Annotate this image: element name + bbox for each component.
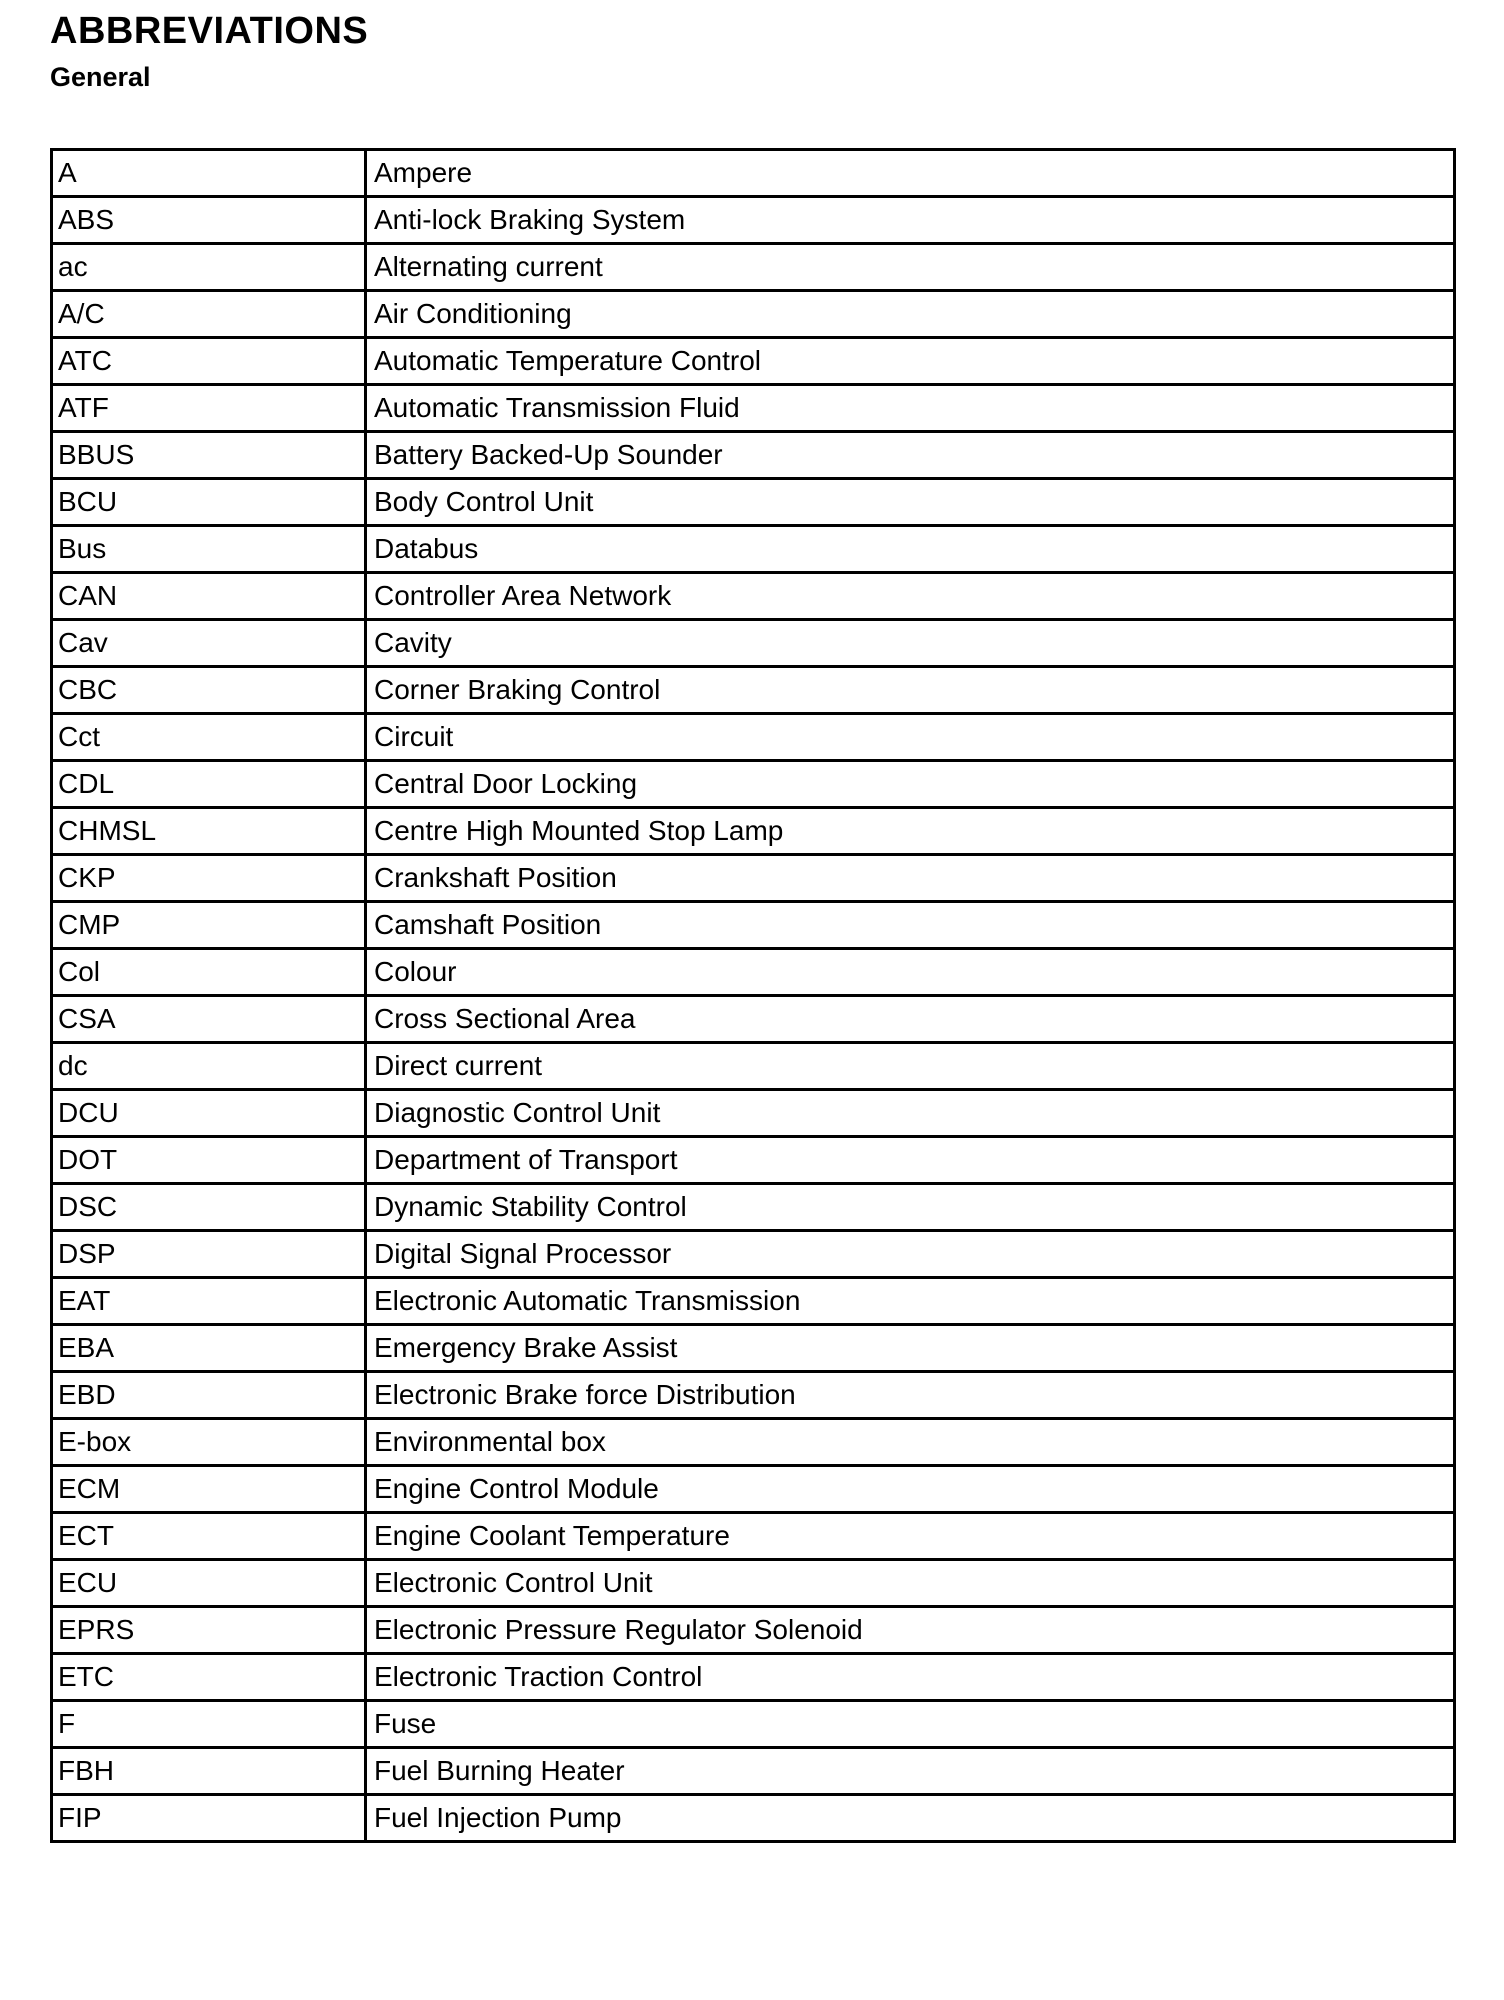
abbreviation-cell: EBD (52, 1372, 366, 1419)
meaning-cell: Cavity (366, 620, 1455, 667)
abbreviation-cell: CMP (52, 902, 366, 949)
abbreviation-cell: ATC (52, 338, 366, 385)
table-row (52, 996, 1455, 1043)
abbreviation-cell: Bus (52, 526, 366, 573)
table-row (52, 1466, 1455, 1513)
meaning-cell: Department of Transport (366, 1137, 1455, 1184)
table-row (52, 338, 1455, 385)
abbreviation-cell: FIP (52, 1795, 366, 1842)
meaning-cell: Central Door Locking (366, 761, 1455, 808)
abbreviation-cell: Cav (52, 620, 366, 667)
table-row (52, 573, 1455, 620)
abbreviation-cell: DCU (52, 1090, 366, 1137)
abbreviation-cell: DSP (52, 1231, 366, 1278)
meaning-cell: Camshaft Position (366, 902, 1455, 949)
meaning-cell: Electronic Control Unit (366, 1560, 1455, 1607)
abbreviation-cell: EAT (52, 1278, 366, 1325)
table-row (52, 150, 1455, 197)
table-row (52, 1748, 1455, 1795)
meaning-cell: Fuel Burning Heater (366, 1748, 1455, 1795)
table-row (52, 1184, 1455, 1231)
abbreviation-cell: DOT (52, 1137, 366, 1184)
meaning-cell: Electronic Brake force Distribution (366, 1372, 1455, 1419)
table-row (52, 714, 1455, 761)
meaning-cell: Dynamic Stability Control (366, 1184, 1455, 1231)
meaning-cell: Controller Area Network (366, 573, 1455, 620)
meaning-cell: Electronic Automatic Transmission (366, 1278, 1455, 1325)
table-row (52, 1560, 1455, 1607)
table-row (52, 197, 1455, 244)
meaning-cell: Electronic Traction Control (366, 1654, 1455, 1701)
abbreviation-cell: A (52, 150, 366, 197)
table-row (52, 1372, 1455, 1419)
meaning-cell: Diagnostic Control Unit (366, 1090, 1455, 1137)
table-row (52, 1137, 1455, 1184)
abbreviation-cell: Cct (52, 714, 366, 761)
table-row (52, 1513, 1455, 1560)
abbreviation-cell: EPRS (52, 1607, 366, 1654)
table-row (52, 526, 1455, 573)
table-row (52, 479, 1455, 526)
table-row (52, 1607, 1455, 1654)
abbreviation-cell: dc (52, 1043, 366, 1090)
table-row (52, 432, 1455, 479)
abbreviation-cell: F (52, 1701, 366, 1748)
abbreviation-cell: Col (52, 949, 366, 996)
table-row (52, 949, 1455, 996)
abbreviation-cell: DSC (52, 1184, 366, 1231)
table-row (52, 1654, 1455, 1701)
abbreviation-cell: A/C (52, 291, 366, 338)
abbreviation-cell: CBC (52, 667, 366, 714)
table-row (52, 1701, 1455, 1748)
table-row (52, 855, 1455, 902)
meaning-cell: Cross Sectional Area (366, 996, 1455, 1043)
abbreviation-cell: CAN (52, 573, 366, 620)
meaning-cell: Direct current (366, 1043, 1455, 1090)
table-row (52, 1795, 1455, 1842)
abbreviation-cell: ATF (52, 385, 366, 432)
abbreviation-cell: CDL (52, 761, 366, 808)
meaning-cell: Engine Coolant Temperature (366, 1513, 1455, 1560)
meaning-cell: Alternating current (366, 244, 1455, 291)
meaning-cell: Fuse (366, 1701, 1455, 1748)
table-row (52, 1278, 1455, 1325)
meaning-cell: Fuel Injection Pump (366, 1795, 1455, 1842)
abbreviation-cell: BCU (52, 479, 366, 526)
meaning-cell: Colour (366, 949, 1455, 996)
abbreviation-cell: ECM (52, 1466, 366, 1513)
table-row (52, 291, 1455, 338)
meaning-cell: Emergency Brake Assist (366, 1325, 1455, 1372)
abbreviation-cell: E-box (52, 1419, 366, 1466)
page-title: ABBREVIATIONS (50, 10, 369, 52)
meaning-cell: Centre High Mounted Stop Lamp (366, 808, 1455, 855)
table-row (52, 761, 1455, 808)
abbreviation-cell: CSA (52, 996, 366, 1043)
table-row (52, 1419, 1455, 1466)
abbreviation-cell: CKP (52, 855, 366, 902)
meaning-cell: Electronic Pressure Regulator Solenoid (366, 1607, 1455, 1654)
meaning-cell: Ampere (366, 150, 1455, 197)
abbreviation-cell: ABS (52, 197, 366, 244)
table-row (52, 808, 1455, 855)
abbreviation-cell: ac (52, 244, 366, 291)
abbreviation-cell: ECT (52, 1513, 366, 1560)
meaning-cell: Circuit (366, 714, 1455, 761)
table-row (52, 244, 1455, 291)
meaning-cell: Air Conditioning (366, 291, 1455, 338)
table-row (52, 667, 1455, 714)
section-title: General (50, 62, 151, 92)
abbreviation-cell: ETC (52, 1654, 366, 1701)
meaning-cell: Automatic Temperature Control (366, 338, 1455, 385)
table-row (52, 385, 1455, 432)
abbreviation-cell: BBUS (52, 432, 366, 479)
meaning-cell: Crankshaft Position (366, 855, 1455, 902)
table-row (52, 1043, 1455, 1090)
table-row (52, 1325, 1455, 1372)
meaning-cell: Digital Signal Processor (366, 1231, 1455, 1278)
abbreviation-cell: EBA (52, 1325, 366, 1372)
table-row (52, 1231, 1455, 1278)
table-row (52, 1090, 1455, 1137)
table-row (52, 902, 1455, 949)
table-row (52, 620, 1455, 667)
abbreviation-cell: CHMSL (52, 808, 366, 855)
meaning-cell: Battery Backed-Up Sounder (366, 432, 1455, 479)
meaning-cell: Corner Braking Control (366, 667, 1455, 714)
meaning-cell: Body Control Unit (366, 479, 1455, 526)
abbreviations-table (50, 148, 1456, 1843)
meaning-cell: Environmental box (366, 1419, 1455, 1466)
meaning-cell: Databus (366, 526, 1455, 573)
abbreviations-table-body (52, 150, 1455, 1842)
meaning-cell: Automatic Transmission Fluid (366, 385, 1455, 432)
abbreviation-cell: ECU (52, 1560, 366, 1607)
meaning-cell: Engine Control Module (366, 1466, 1455, 1513)
abbreviation-cell: FBH (52, 1748, 366, 1795)
meaning-cell: Anti-lock Braking System (366, 197, 1455, 244)
